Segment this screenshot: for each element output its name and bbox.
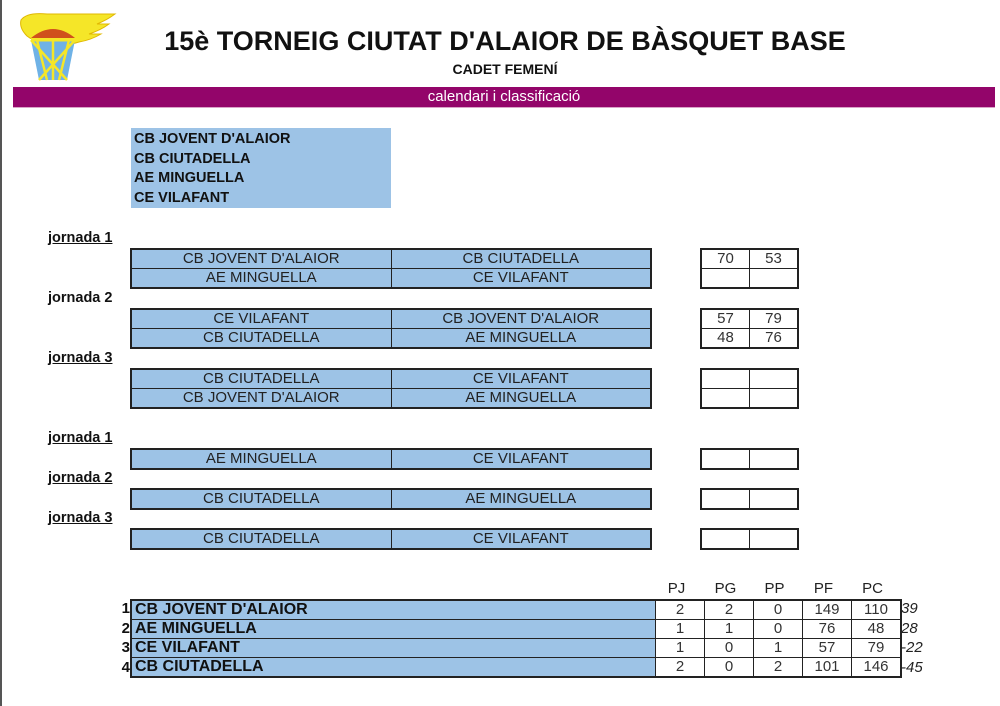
category-subtitle: CADET FEMENÍ — [452, 61, 558, 77]
match-table — [130, 448, 652, 470]
col-header-pp: PP — [764, 580, 785, 597]
away-team: CE VILAFANT — [391, 269, 651, 289]
team-name: CB CIUTADELLA — [131, 658, 656, 678]
pf-value: 57 — [803, 639, 852, 658]
match-table — [130, 308, 652, 349]
home-team: CB CIUTADELLA — [131, 529, 391, 549]
pg-value: 0 — [705, 658, 754, 678]
score-table — [700, 368, 799, 409]
round-label: jornada 3 — [48, 350, 113, 366]
away-score: 53 — [750, 249, 799, 269]
score-table — [700, 488, 799, 510]
col-header-pg: PG — [714, 580, 737, 597]
away-team: AE MINGUELLA — [391, 329, 651, 349]
match-table — [130, 248, 652, 289]
point-difference: 28 — [901, 620, 918, 637]
point-difference: 39 — [901, 600, 918, 617]
rank-number: 4 — [121, 659, 130, 676]
away-score — [750, 269, 799, 289]
team-list-item: CE VILAFANT — [134, 189, 230, 206]
round-label: jornada 1 — [48, 230, 113, 246]
pj-value: 1 — [656, 620, 705, 639]
round-label: jornada 3 — [48, 510, 113, 526]
away-score — [750, 449, 799, 469]
team-name: AE MINGUELLA — [131, 620, 656, 639]
pj-value: 2 — [656, 600, 705, 620]
home-score: 57 — [701, 309, 750, 329]
away-team: CE VILAFANT — [391, 369, 651, 389]
home-team: CB JOVENT D'ALAIOR — [131, 389, 391, 409]
pp-value: 1 — [754, 639, 803, 658]
home-score: 48 — [701, 329, 750, 349]
match-row — [131, 389, 651, 409]
team-list-item: CB CIUTADELLA — [134, 150, 251, 167]
score-table — [700, 528, 799, 550]
standings-row — [131, 600, 901, 620]
away-team: AE MINGUELLA — [391, 389, 651, 409]
pp-value: 2 — [754, 658, 803, 678]
page-title: 15è TORNEIG CIUTAT D'ALAIOR DE BÀSQUET BASE — [164, 26, 846, 56]
rank-number: 3 — [121, 639, 130, 656]
match-row — [131, 369, 651, 389]
match-row — [131, 309, 651, 329]
home-team: CB JOVENT D'ALAIOR — [131, 249, 391, 269]
match-row — [131, 249, 651, 269]
pj-value: 2 — [656, 658, 705, 678]
away-score — [750, 489, 799, 509]
pp-value: 0 — [754, 620, 803, 639]
away-team: AE MINGUELLA — [391, 489, 651, 509]
match-row — [131, 449, 651, 469]
section-banner: calendari i classificació — [13, 87, 995, 108]
away-team: CB JOVENT D'ALAIOR — [391, 309, 651, 329]
pj-value: 1 — [656, 639, 705, 658]
team-list-item: CB JOVENT D'ALAIOR — [134, 131, 291, 147]
pc-value: 146 — [852, 658, 902, 678]
standings-header — [652, 580, 897, 597]
team-list — [131, 128, 391, 208]
pf-value: 101 — [803, 658, 852, 678]
home-team: CB CIUTADELLA — [131, 329, 391, 349]
home-team: CE VILAFANT — [131, 309, 391, 329]
standings-row — [131, 620, 901, 639]
away-score — [750, 389, 799, 409]
round-label: jornada 1 — [48, 430, 113, 446]
rank-number: 2 — [121, 620, 130, 637]
standings-table — [130, 599, 902, 678]
match-table — [130, 488, 652, 510]
home-team: CB CIUTADELLA — [131, 369, 391, 389]
pc-value: 110 — [852, 600, 902, 620]
match-table — [130, 528, 652, 550]
home-score — [701, 389, 750, 409]
page-left-border — [0, 0, 2, 706]
home-score — [701, 529, 750, 549]
pg-value: 1 — [705, 620, 754, 639]
col-header-pj: PJ — [667, 580, 686, 597]
home-score — [701, 489, 750, 509]
away-team: CE VILAFANT — [391, 529, 651, 549]
pp-value: 0 — [754, 600, 803, 620]
home-score: 70 — [701, 249, 750, 269]
home-score — [701, 449, 750, 469]
away-score — [750, 369, 799, 389]
match-row — [131, 329, 651, 349]
home-team: AE MINGUELLA — [131, 269, 391, 289]
round-label: jornada 2 — [48, 290, 113, 306]
standings-row — [131, 658, 901, 678]
home-team: AE MINGUELLA — [131, 449, 391, 469]
point-difference: -45 — [901, 659, 923, 676]
home-score — [701, 269, 750, 289]
match-row — [131, 489, 651, 509]
team-name: CE VILAFANT — [131, 639, 656, 658]
away-score — [750, 529, 799, 549]
away-score: 79 — [750, 309, 799, 329]
match-table — [130, 368, 652, 409]
home-team: CB CIUTADELLA — [131, 489, 391, 509]
score-table — [700, 308, 799, 349]
pc-value: 79 — [852, 639, 902, 658]
team-name: CB JOVENT D'ALAIOR — [131, 600, 656, 620]
pf-value: 149 — [803, 600, 852, 620]
score-table — [700, 448, 799, 470]
pg-value: 2 — [705, 600, 754, 620]
round-label: jornada 2 — [48, 470, 113, 486]
pc-value: 48 — [852, 620, 902, 639]
away-team: CE VILAFANT — [391, 449, 651, 469]
home-score — [701, 369, 750, 389]
rank-number: 1 — [121, 600, 130, 617]
pg-value: 0 — [705, 639, 754, 658]
point-difference: -22 — [901, 639, 923, 656]
col-header-pc: PC — [862, 580, 883, 597]
col-header-pf: PF — [813, 580, 834, 597]
pf-value: 76 — [803, 620, 852, 639]
match-row — [131, 269, 651, 289]
score-table — [700, 248, 799, 289]
away-team: CB CIUTADELLA — [391, 249, 651, 269]
club-logo-icon — [17, 10, 117, 86]
standings-row — [131, 639, 901, 658]
team-list-item: AE MINGUELLA — [134, 170, 245, 186]
away-score: 76 — [750, 329, 799, 349]
match-row — [131, 529, 651, 549]
